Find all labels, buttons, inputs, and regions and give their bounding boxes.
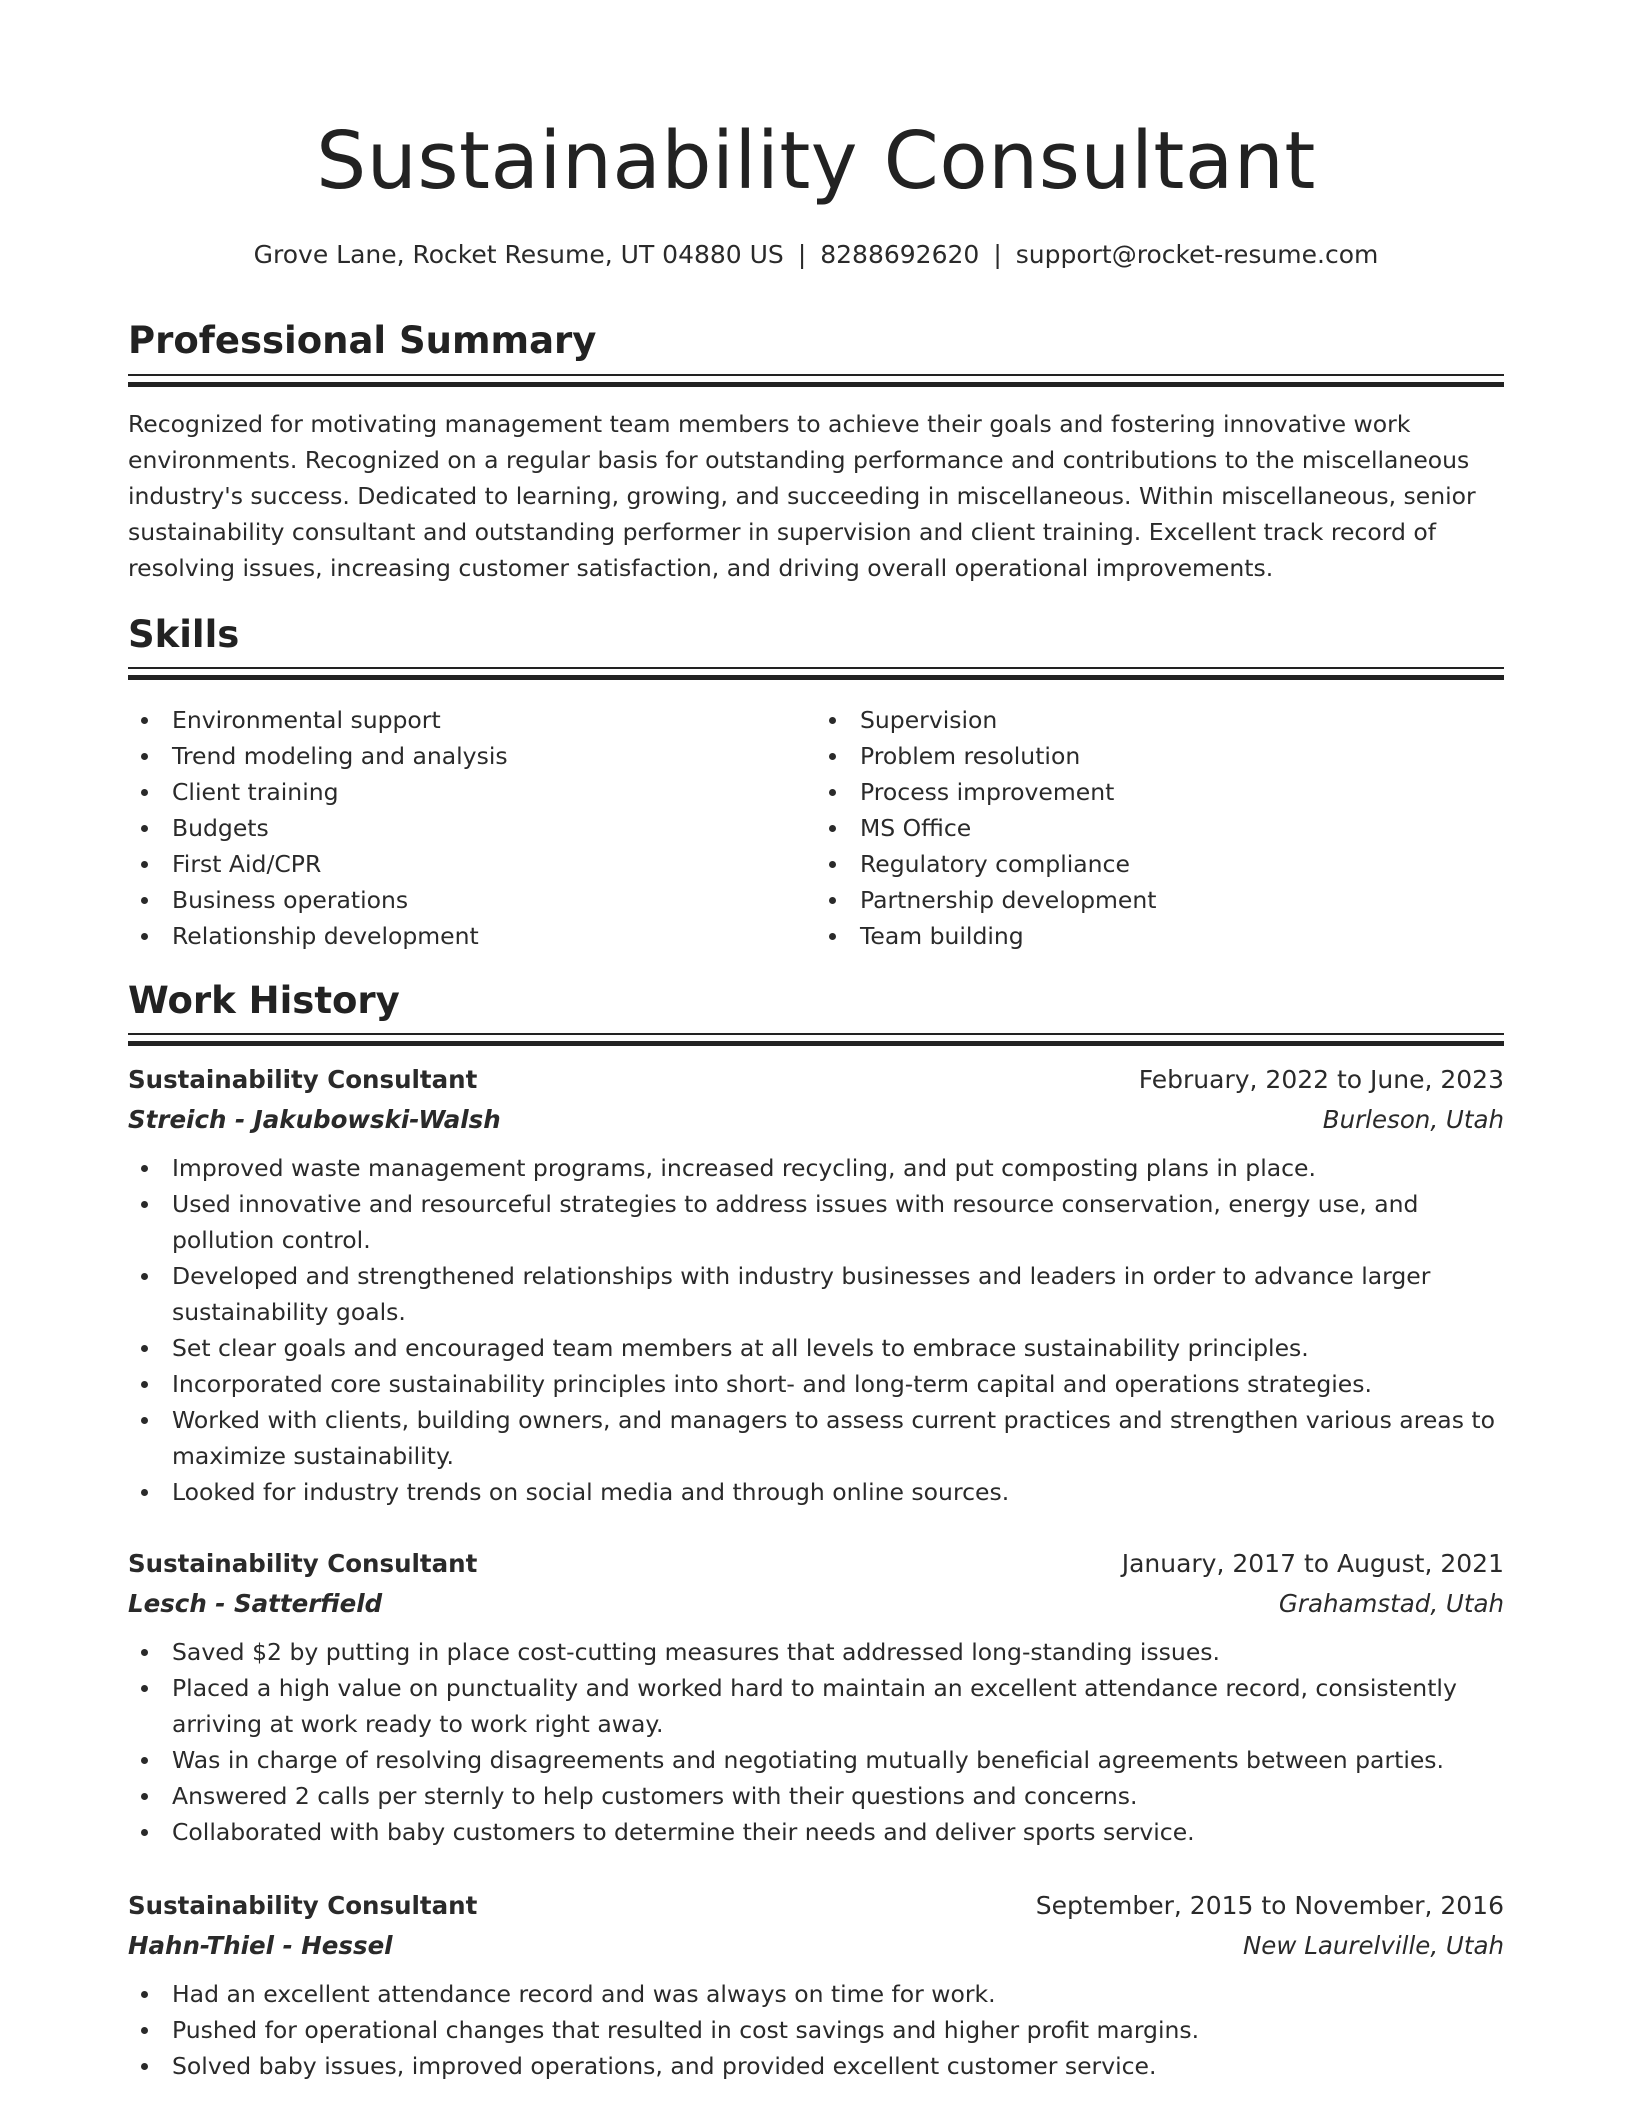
job-title: Sustainability Consultant — [128, 1065, 478, 1094]
job-company-row — [128, 1100, 1504, 1140]
skill-item: Process improvement — [816, 774, 1504, 810]
job-bullets — [128, 1976, 1504, 2084]
section-divider — [128, 667, 1504, 680]
contact-email: support@rocket-resume.com — [1015, 240, 1379, 269]
skill-item: Regulatory compliance — [816, 846, 1504, 882]
skill-item: Partnership development — [816, 882, 1504, 918]
section-title-summary: Professional Summary — [128, 319, 597, 362]
skills-list — [128, 702, 1504, 954]
job-header-row — [128, 1544, 1504, 1584]
job-location: Grahamstad, Utah — [1278, 1589, 1504, 1618]
job-company: Hahn-Thiel - Hessel — [128, 1931, 393, 1960]
job-company-row — [128, 1584, 1504, 1624]
skill-item: Environmental support — [128, 702, 816, 738]
job-bullet: Worked with clients, building owners, and managers to assess current practices and strengthen various areas to maximize sustainability. — [128, 1402, 1504, 1474]
job-entry — [128, 1060, 1504, 1510]
job-bullet: Solved baby issues, improved operations, and provided excellent customer service. — [128, 2048, 1504, 2084]
skill-item: MS Office — [816, 810, 1504, 846]
job-bullet: Had an excellent attendance record and was always on time for work. — [128, 1976, 1504, 2012]
contact-separator: | — [993, 240, 1002, 269]
job-bullets — [128, 1634, 1504, 1850]
skills-column-right — [816, 702, 1504, 954]
job-bullet: Placed a high value on punctuality and worked hard to maintain an excellent attendance record, consistently arriving at work ready to work right away. — [128, 1670, 1504, 1742]
job-header-row — [128, 1060, 1504, 1100]
resume-name: Sustainability Consultant — [316, 115, 1316, 207]
job-bullet: Collaborated with baby customers to determine their needs and deliver sports service. — [128, 1814, 1504, 1850]
job-bullet: Saved $2 by putting in place cost-cutting measures that addressed long-standing issues. — [128, 1634, 1504, 1670]
job-header-row — [128, 1886, 1504, 1926]
job-bullets — [128, 1150, 1504, 1510]
skill-item: Business operations — [128, 882, 816, 918]
job-bullet: Was in charge of resolving disagreements and negotiating mutually beneficial agreements between parties. — [128, 1742, 1504, 1778]
skills-column-left — [128, 702, 816, 954]
job-company: Streich - Jakubowski-Walsh — [128, 1105, 501, 1134]
section-title-work-history: Work History — [128, 979, 400, 1022]
contact-phone: 8288692620 — [820, 240, 980, 269]
job-entry — [128, 1544, 1504, 1850]
skill-item: Trend modeling and analysis — [128, 738, 816, 774]
job-title: Sustainability Consultant — [128, 1549, 478, 1578]
skill-item: Supervision — [816, 702, 1504, 738]
job-bullet: Set clear goals and encouraged team members at all levels to embrace sustainability principles. — [128, 1330, 1504, 1366]
section-divider — [128, 374, 1504, 387]
skill-item: Relationship development — [128, 918, 816, 954]
job-company-row — [128, 1926, 1504, 1966]
job-bullet: Developed and strengthened relationships with industry businesses and leaders in order to advance larger sustainability goals. — [128, 1258, 1504, 1330]
section-divider — [128, 1033, 1504, 1046]
skill-item: First Aid/CPR — [128, 846, 816, 882]
contact-line — [0, 240, 1632, 270]
summary-text: Recognized for motivating management team members to achieve their goals and fostering innovative work environments. Recognized on a regular basis for outstanding performance and contributions to the miscellaneous industry's success. Dedicated to learning, growing, and succeeding in miscellaneous. Within miscellaneous, senior sustainability consultant and outstanding performer in supervision and client training. Excellent track record of resolving issues, increasing customer satisfaction, and driving overall operational improvements. — [128, 410, 1476, 582]
job-location: Burleson, Utah — [1322, 1105, 1504, 1134]
job-title: Sustainability Consultant — [128, 1891, 478, 1920]
contact-separator: | — [797, 240, 807, 269]
job-dates: January, 2017 to August, 2021 — [1121, 1549, 1504, 1578]
job-dates: September, 2015 to November, 2016 — [1035, 1891, 1504, 1920]
skill-item: Team building — [816, 918, 1504, 954]
job-company: Lesch - Satterfield — [128, 1589, 383, 1618]
job-entry — [128, 1886, 1504, 2084]
skill-item: Budgets — [128, 810, 816, 846]
contact-address: Grove Lane, Rocket Resume, UT 04880 US — [253, 240, 784, 269]
skill-item: Problem resolution — [816, 738, 1504, 774]
job-bullet: Improved waste management programs, increased recycling, and put composting plans in place. — [128, 1150, 1504, 1186]
job-bullet: Incorporated core sustainability principles into short- and long-term capital and operations strategies. — [128, 1366, 1504, 1402]
job-dates: February, 2022 to June, 2023 — [1138, 1065, 1504, 1094]
job-location: New Laurelville, Utah — [1242, 1931, 1504, 1960]
job-bullet: Pushed for operational changes that resulted in cost savings and higher profit margins. — [128, 2012, 1504, 2048]
job-bullet: Looked for industry trends on social media and through online sources. — [128, 1474, 1504, 1510]
job-bullet: Used innovative and resourceful strategies to address issues with resource conservation, energy use, and pollution control. — [128, 1186, 1504, 1258]
skill-item: Client training — [128, 774, 816, 810]
section-title-skills: Skills — [128, 613, 240, 656]
job-bullet: Answered 2 calls per sternly to help customers with their questions and concerns. — [128, 1778, 1504, 1814]
